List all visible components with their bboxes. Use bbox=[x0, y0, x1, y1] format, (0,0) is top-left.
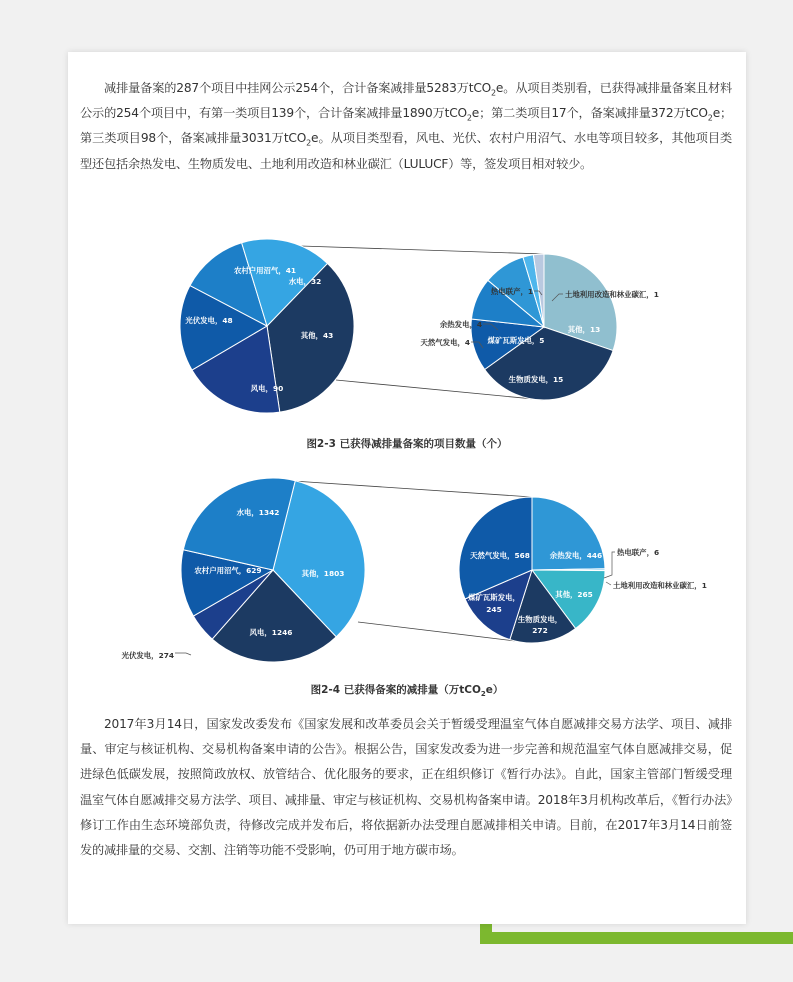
chart2-secondary-data-label: 热电联产，6 bbox=[617, 548, 660, 557]
chart2-secondary-data-label: 煤矿瓦斯发电， bbox=[468, 593, 520, 602]
chart2-leader-line bbox=[606, 582, 611, 585]
connector-line-top bbox=[301, 246, 544, 254]
paragraph-1-part-4: e；第三类项目98个，备案减排量3031万tCO bbox=[80, 106, 732, 146]
figure-2-4-chart bbox=[68, 472, 746, 672]
chart2-leader-line bbox=[604, 552, 615, 578]
chart1-main-data-label: 农村户用沼气，41 bbox=[233, 266, 297, 275]
paragraph-1-part-5: e。从项目类型看，风电、光伏、农村户用沼气、水电等项目较多，其他项目类型还包括余热发电、生物质发电、土地利用改造和林业碳汇（LULUCF）等，签发项目相对较少。 bbox=[80, 131, 732, 171]
chart1-main-data-label: 光伏发电，48 bbox=[185, 316, 233, 325]
paragraph-1-part-2: e。从项目类别看，已获得减排量备案且材料公示的254个项目中，有第一类项目139个，合计备案减排量1890万tCO bbox=[80, 81, 732, 121]
figure-2-4-caption-subscript: 2 bbox=[480, 690, 486, 699]
chart1-secondary-data-label: 其他，13 bbox=[567, 325, 601, 334]
chart1-main-data-label: 水电，32 bbox=[288, 277, 322, 286]
figure-2-3-chart bbox=[68, 230, 746, 420]
chart1-secondary-data-label: 生物质发电，15 bbox=[508, 375, 564, 384]
chart2-secondary-data-label: 土地利用改造和林业碳汇，1 bbox=[613, 581, 707, 590]
chart2-secondary-data-label: 245 bbox=[486, 605, 502, 614]
chart2-main-data-label: 农村户用沼气，629 bbox=[194, 566, 262, 575]
decorative-green-bar-horizontal bbox=[480, 932, 793, 944]
chart2-main-data-label: 光伏发电，274 bbox=[121, 651, 174, 660]
chart1-main-data-label: 风电，90 bbox=[250, 384, 284, 393]
document-page bbox=[68, 52, 746, 924]
figure-2-4-caption bbox=[68, 682, 746, 697]
chart2-main-data-label: 其他，1803 bbox=[301, 569, 345, 578]
chart2-secondary-data-label: 生物质发电， bbox=[517, 615, 563, 624]
figure-2-3-caption: 图2-3 已获得减排量备案的项目数量（个） bbox=[306, 438, 508, 450]
figure-2-4-caption-text: 图2-4 已获得备案的减排量（万tCO bbox=[310, 684, 481, 696]
chart1-main-data-label: 其他，43 bbox=[300, 331, 334, 340]
paragraph-2-text: 2017年3月14日，国家发改委发布《国家发展和改革委员会关于暂缓受理温室气体自愿减排交易方法学、项目、减排量、审定与核证机构、交易机构备案申请的公告》。根据公告，国家发改委为进一步完善和规范温室气体自愿减排交易，促进绿色低碳发展，按照简政放权、放管结合、优化服务的要求，正在组织修订《暂行办法》。自此，国家主管部门暂缓受理温室气体自愿减排交易方法学、项目、减排量、审定与核证机构、交易机构备案申请。2018年3月机构改革后，《暂行办法》修订工作由生态环境部负责，待修改完成并发布后，将依据新办法受理自愿减排相关申请。目前，在2017年3月14日前签发的减排量的交易、交割、注销等功能不受影响，仍可用于地方碳市场。 bbox=[80, 717, 732, 858]
paragraph-1-part-1: 减排量备案的287个项目中挂网公示254个，合计备案减排量5283万tCO bbox=[104, 81, 492, 95]
chart1-secondary-data-label: 煤矿瓦斯发电，5 bbox=[487, 336, 545, 345]
subscript: 2 bbox=[707, 113, 713, 123]
subscript: 2 bbox=[306, 138, 312, 148]
paragraph-1-part-3: e；第二类项目17个，备案减排量372万tCO bbox=[471, 106, 708, 121]
chart1-secondary-data-label: 天然气发电，4 bbox=[420, 338, 470, 347]
chart2-secondary-data-label: 其他，265 bbox=[555, 590, 593, 599]
chart2-leader-line bbox=[175, 653, 191, 655]
chart2-secondary-data-label: 272 bbox=[532, 626, 548, 635]
chart1-secondary-data-label: 余热发电，4 bbox=[439, 320, 482, 329]
connector-line-top bbox=[293, 481, 532, 497]
chart2-secondary-data-label: 余热发电，446 bbox=[549, 551, 603, 560]
subscript: 2 bbox=[466, 113, 472, 123]
chart2-main-data-label: 水电，1342 bbox=[236, 508, 280, 517]
chart1-secondary-data-label: 热电联产，1 bbox=[490, 287, 533, 296]
figure-2-4-caption-suffix: e） bbox=[485, 684, 504, 696]
chart2-secondary-data-label: 天然气发电，568 bbox=[470, 551, 530, 560]
paragraph-2 bbox=[80, 712, 732, 863]
paragraph-1 bbox=[80, 76, 732, 177]
subscript: 2 bbox=[491, 88, 496, 98]
chart1-secondary-data-label: 土地利用改造和林业碳汇，1 bbox=[565, 290, 659, 299]
chart2-main-data-label: 风电，1246 bbox=[249, 628, 293, 637]
